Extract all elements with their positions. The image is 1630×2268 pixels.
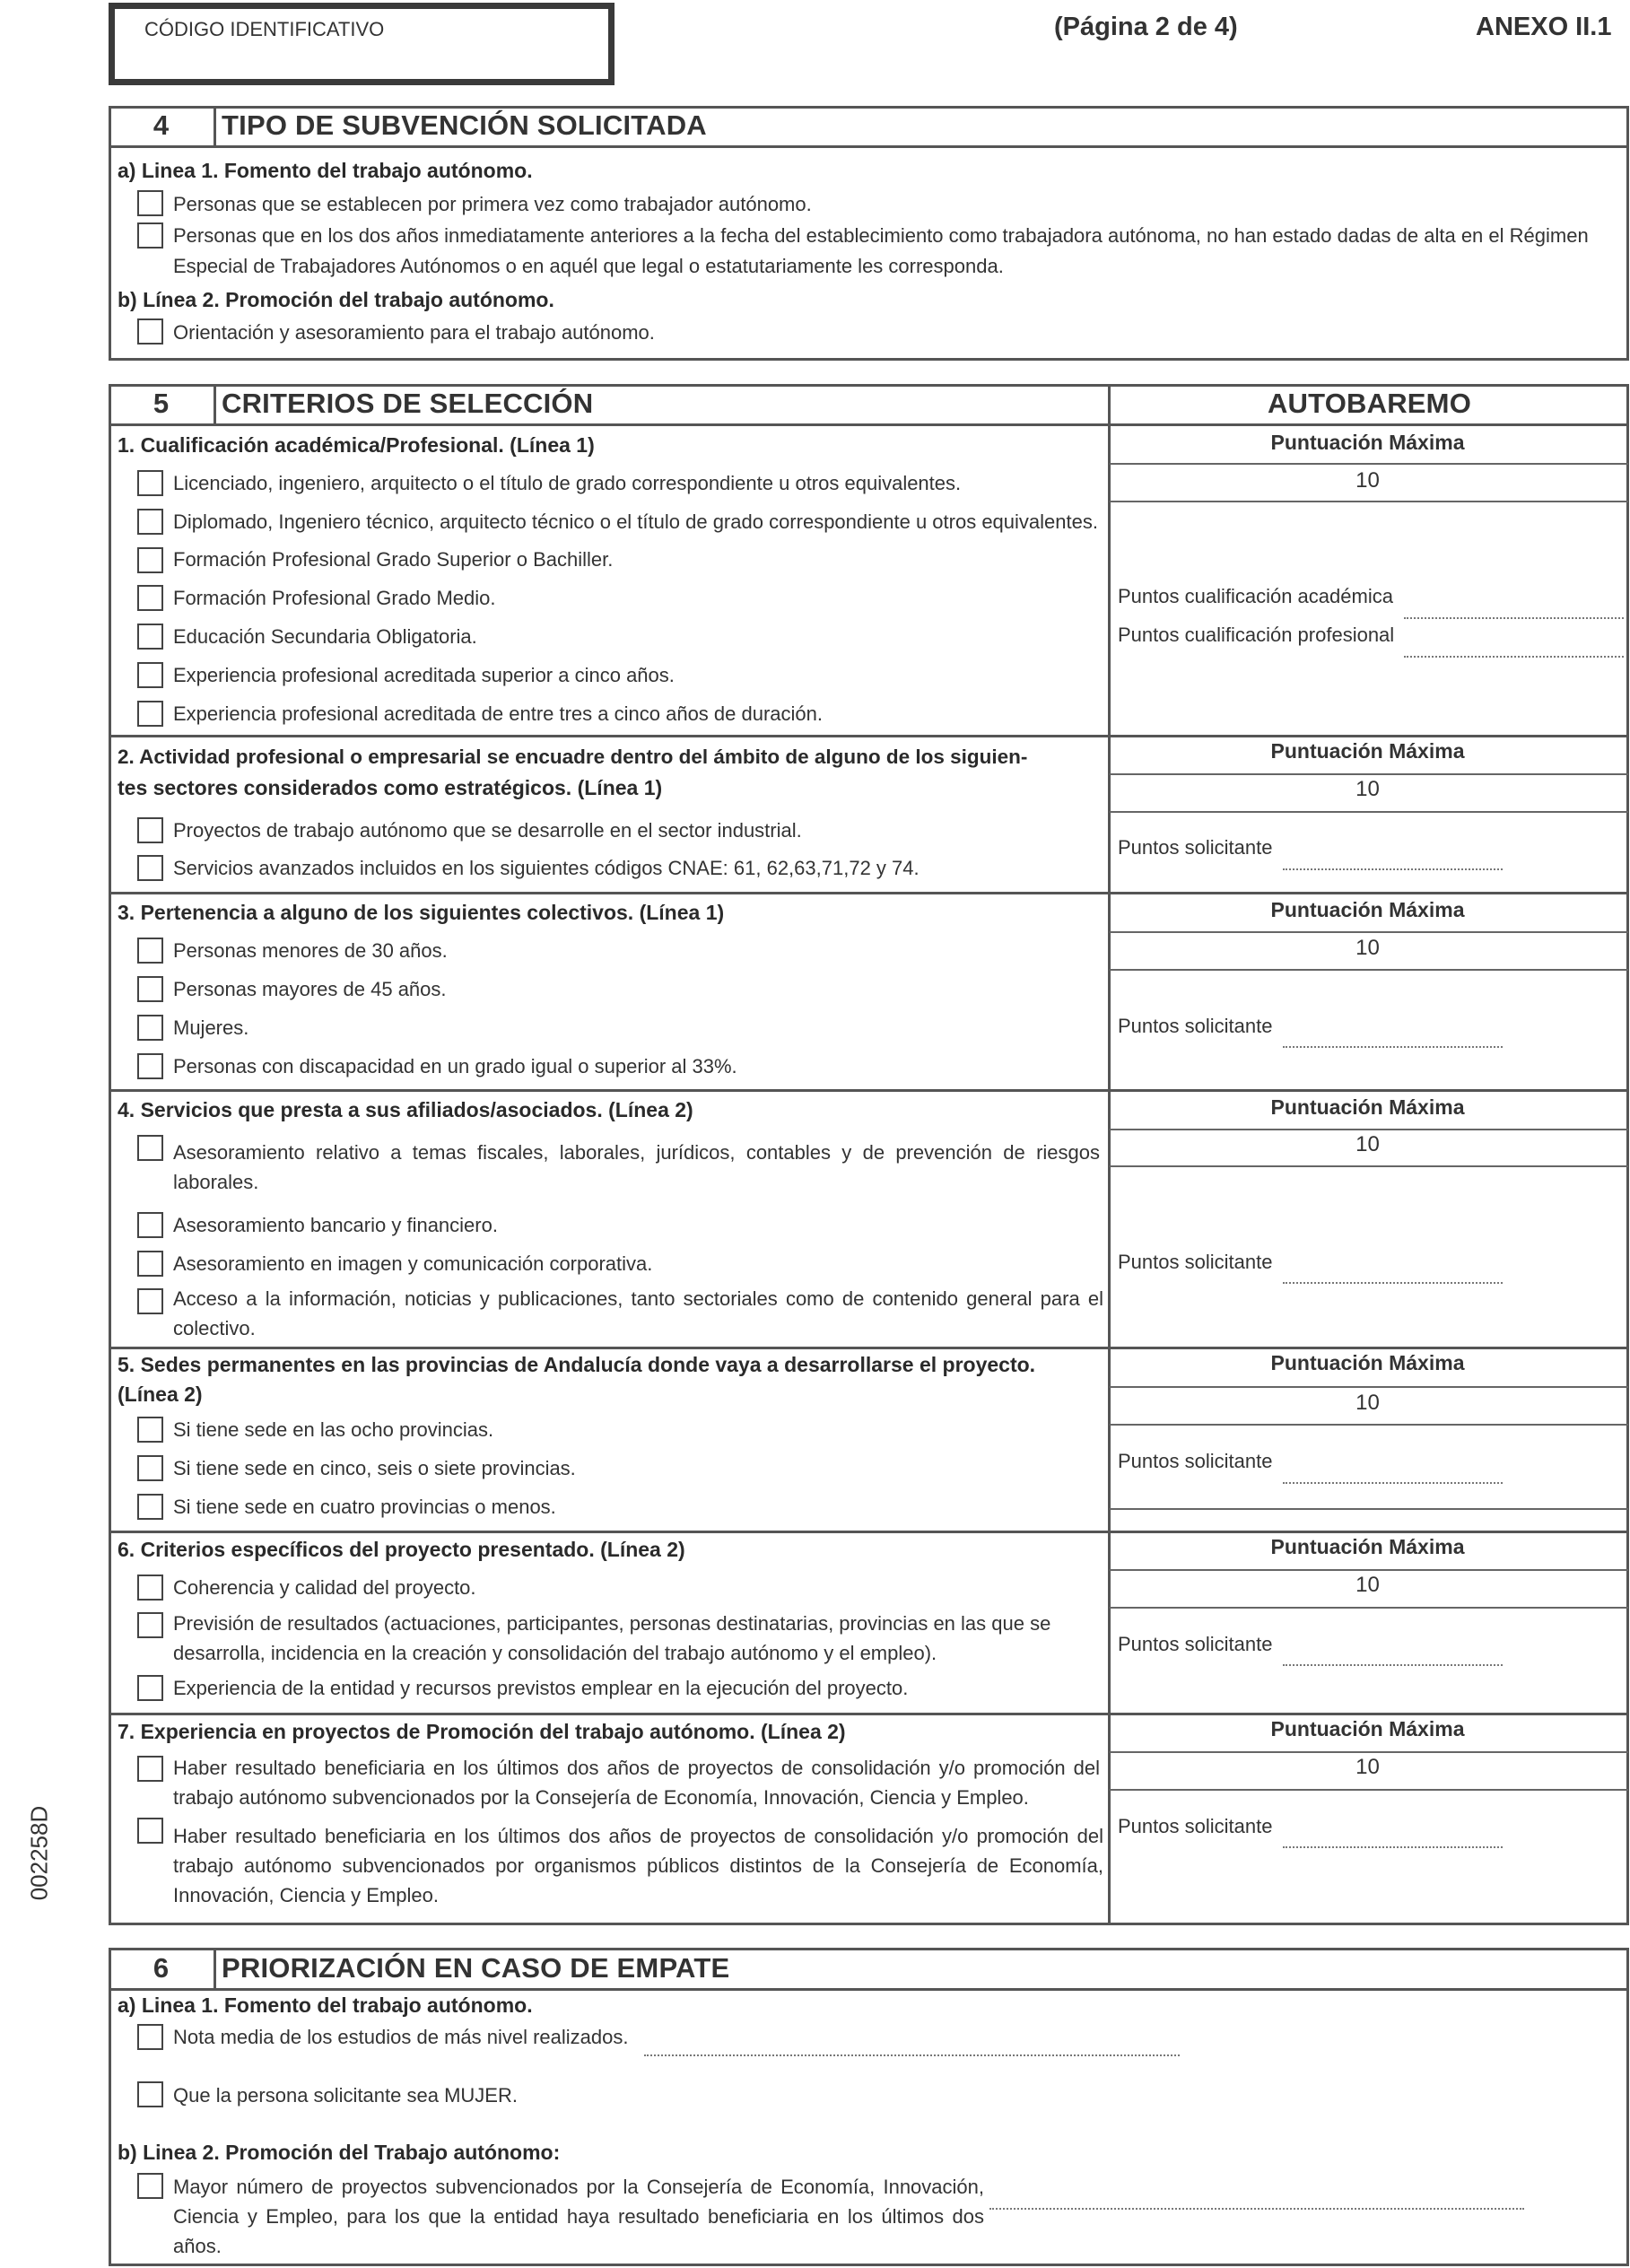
- c7-points-label: Puntos solicitante: [1118, 1815, 1273, 1837]
- c6-i2-label: Previsión de resultados (actuaciones, participantes, personas destinatarias, provincias en las que se desarrolla, incidencia en la creación y consolidación del trabajo autónomo y el empleo).: [173, 1612, 1051, 1664]
- c4-max-value: 10: [1355, 1132, 1380, 1156]
- c5-heading-line2: (Línea 2): [118, 1383, 203, 1406]
- s6-b-heading: b) Linea 2. Promoción del Trabajo autónomo:: [118, 2141, 561, 2164]
- c1-i4-label: Formación Profesional Grado Medio.: [173, 587, 496, 609]
- c6-i1-label: Coherencia y calidad del proyecto.: [173, 1576, 476, 1599]
- c7-i2-label: Haber resultado beneficiaria en los últimos dos años de proyectos de consolidación y/o promoción del trabajo autónomo subvencionados por organismos públicos distintos de la Consejería de Economía, Innovación, Ciencia y Empleo.: [173, 1825, 1103, 1906]
- c5-max-label: Puntuación Máxima: [1270, 1351, 1465, 1374]
- c4-i4-checkbox[interactable]: [137, 1288, 163, 1314]
- c2-points-label: Puntos solicitante: [1118, 836, 1273, 859]
- c5-points-label: Puntos solicitante: [1118, 1450, 1273, 1472]
- c7-i1-label: Haber resultado beneficiaria en los últimos dos años de proyectos de consolidación y/o promoción del trabajo autónomo subvencionados por la Consejería de Economía, Innovación, Ciencia y Empleo.: [173, 1757, 1100, 1809]
- s4-a2-label-line1: Personas que en los dos años inmediatamente anteriores a la fecha del establecimiento como trabajadora autónoma, no han estado dadas de alta en el Régimen: [173, 224, 1589, 247]
- section-4-title: TIPO DE SUBVENCIÓN SOLICITADA: [222, 109, 707, 141]
- c6-points-field[interactable]: [1283, 1664, 1503, 1666]
- c2-points-field[interactable]: [1283, 868, 1503, 870]
- c1-i5-label: Educación Secundaria Obligatoria.: [173, 625, 477, 648]
- c4-i3-label: Asesoramiento en imagen y comunicación corporativa.: [173, 1252, 653, 1275]
- c1-i7-label: Experiencia profesional acreditada de entre tres a cinco años de duración.: [173, 702, 824, 725]
- c3-heading: 3. Pertenencia a alguno de los siguientes colectivos. (Línea 1): [118, 901, 725, 924]
- c1-points-professional-field[interactable]: [1404, 656, 1624, 658]
- section-6-number: 6: [153, 1952, 170, 1984]
- c4-points-label: Puntos solicitante: [1118, 1251, 1273, 1273]
- c5-points-field[interactable]: [1283, 1482, 1503, 1484]
- section-4-number: 4: [153, 109, 170, 141]
- section-5-number: 5: [153, 388, 170, 419]
- c1-i5-checkbox[interactable]: [137, 624, 163, 650]
- c6-i3-label: Experiencia de la entidad y recursos previstos emplear en la ejecución del proyecto.: [173, 1677, 909, 1699]
- section-6-title: PRIORIZACIÓN EN CASO DE EMPATE: [222, 1952, 730, 1984]
- c4-i4-label: Acceso a la información, noticias y publicaciones, tanto sectoriales como de contenido general para el colectivo.: [173, 1287, 1103, 1339]
- c6-points-label: Puntos solicitante: [1118, 1633, 1273, 1655]
- c1-max-label: Puntuación Máxima: [1270, 431, 1465, 454]
- c5-i3-checkbox[interactable]: [137, 1494, 163, 1520]
- c2-heading-line2: tes sectores considerados como estratégicos. (Línea 1): [118, 776, 663, 799]
- c3-i4-checkbox[interactable]: [137, 1053, 163, 1079]
- c1-heading: 1. Cualificación académica/Profesional. (Línea 1): [118, 433, 595, 457]
- c5-i1-label: Si tiene sede en las ocho provincias.: [173, 1418, 494, 1441]
- c4-points-field[interactable]: [1283, 1282, 1503, 1284]
- c1-i2-checkbox[interactable]: [137, 509, 163, 535]
- c4-max-label: Puntuación Máxima: [1270, 1095, 1465, 1119]
- s6-a1-label: Nota media de los estudios de más nivel realizados.: [173, 2026, 629, 2048]
- s4-a1-label: Personas que se establecen por primera vez como trabajador autónomo.: [173, 193, 812, 215]
- c7-i1-checkbox[interactable]: [137, 1756, 163, 1782]
- c7-points-field[interactable]: [1283, 1846, 1503, 1848]
- c4-heading: 4. Servicios que presta a sus afiliados/asociados. (Línea 2): [118, 1098, 693, 1121]
- s6-a2-label: Que la persona solicitante sea MUJER.: [173, 2084, 518, 2107]
- s6-a-heading: a) Linea 1. Fomento del trabajo autónomo.: [118, 1993, 533, 2017]
- c3-i1-checkbox[interactable]: [137, 938, 163, 964]
- c5-i2-checkbox[interactable]: [137, 1455, 163, 1481]
- s4-b1-label: Orientación y asesoramiento para el trabajo autónomo.: [173, 321, 655, 344]
- section-5-title: CRITERIOS DE SELECCIÓN: [222, 388, 594, 419]
- c3-i2-checkbox[interactable]: [137, 976, 163, 1002]
- c4-i2-checkbox[interactable]: [137, 1212, 163, 1238]
- s6-a1-field[interactable]: [644, 2054, 1180, 2056]
- c5-i2-label: Si tiene sede en cinco, seis o siete provincias.: [173, 1457, 576, 1479]
- c7-i2-checkbox[interactable]: [137, 1818, 163, 1844]
- code-label: CÓDIGO IDENTIFICATIVO: [144, 18, 385, 40]
- c1-i3-label: Formación Profesional Grado Superior o Bachiller.: [173, 548, 614, 571]
- c3-i4-label: Personas con discapacidad en un grado igual o superior al 33%.: [173, 1055, 737, 1077]
- c2-i1-checkbox[interactable]: [137, 817, 163, 843]
- c1-i6-checkbox[interactable]: [137, 662, 163, 688]
- side-code: 002258D: [25, 1805, 53, 1901]
- c2-i2-label: Servicios avanzados incluidos en los siguientes códigos CNAE: 61, 62,63,71,72 y 74.: [173, 857, 920, 879]
- c1-points-academic-field[interactable]: [1404, 617, 1624, 619]
- c6-heading: 6. Criterios específicos del proyecto presentado. (Línea 2): [118, 1538, 685, 1561]
- c6-i2-checkbox[interactable]: [137, 1612, 163, 1638]
- c3-max-label: Puntuación Máxima: [1270, 898, 1465, 921]
- s4-b1-checkbox[interactable]: [137, 318, 163, 345]
- c6-i3-checkbox[interactable]: [137, 1675, 163, 1701]
- c3-i3-label: Mujeres.: [173, 1016, 249, 1039]
- c4-i1-checkbox[interactable]: [137, 1135, 163, 1161]
- c1-points-academic-label: Puntos cualificación académica: [1118, 585, 1393, 607]
- c1-i6-label: Experiencia profesional acreditada superior a cinco años.: [173, 664, 675, 686]
- s6-a2-checkbox[interactable]: [137, 2081, 163, 2107]
- c3-max-value: 10: [1355, 936, 1380, 960]
- annex-label: ANEXO II.1: [1476, 13, 1612, 41]
- s4-a2-checkbox[interactable]: [137, 222, 163, 249]
- page-number: (Página 2 de 4): [1054, 13, 1238, 41]
- c5-heading-line1: 5. Sedes permanentes en las provincias de Andalucía donde vaya a desarrollarse el proyecto.: [118, 1353, 1036, 1376]
- code-box[interactable]: [109, 3, 615, 85]
- c3-i3-checkbox[interactable]: [137, 1015, 163, 1041]
- s6-a1-checkbox[interactable]: [137, 2024, 163, 2050]
- s4-b-heading: b) Línea 2. Promoción del trabajo autónomo.: [118, 288, 554, 311]
- s4-a2-label-line2: Especial de Trabajadores Autónomos o en aquél que legal o estatutariamente les corresponda.: [173, 255, 1004, 277]
- c5-max-value: 10: [1355, 1391, 1380, 1415]
- c2-i2-checkbox[interactable]: [137, 855, 163, 881]
- c1-i1-checkbox[interactable]: [137, 470, 163, 496]
- c7-max-label: Puntuación Máxima: [1270, 1717, 1465, 1740]
- autobaremo-title: AUTOBAREMO: [1267, 388, 1472, 419]
- c1-i7-checkbox[interactable]: [137, 701, 163, 727]
- c1-max-value: 10: [1355, 468, 1380, 493]
- c7-heading: 7. Experiencia en proyectos de Promoción del trabajo autónomo. (Línea 2): [118, 1720, 846, 1743]
- c1-i2-label: Diplomado, Ingeniero técnico, arquitecto técnico o el título de grado correspondiente u otros equivalentes.: [173, 510, 1098, 533]
- c6-max-value: 10: [1355, 1573, 1380, 1597]
- s6-b1-checkbox[interactable]: [137, 2173, 163, 2199]
- c5-i1-checkbox[interactable]: [137, 1417, 163, 1443]
- c3-points-label: Puntos solicitante: [1118, 1015, 1273, 1037]
- s4-a-heading: a) Linea 1. Fomento del trabajo autónomo.: [118, 159, 533, 182]
- c2-max-value: 10: [1355, 777, 1380, 801]
- c2-i1-label: Proyectos de trabajo autónomo que se desarrolle en el sector industrial.: [173, 819, 802, 842]
- c7-max-value: 10: [1355, 1755, 1380, 1779]
- c4-i2-label: Asesoramiento bancario y financiero.: [173, 1214, 498, 1236]
- c3-i2-label: Personas mayores de 45 años.: [173, 978, 447, 1000]
- c4-i3-checkbox[interactable]: [137, 1251, 163, 1277]
- c6-i1-checkbox[interactable]: [137, 1575, 163, 1601]
- c2-heading-line1: 2. Actividad profesional o empresarial se encuadre dentro del ámbito de alguno de los siguien-: [118, 746, 1028, 768]
- s6-b1-field[interactable]: [989, 2208, 1524, 2210]
- s6-b1-label: Mayor número de proyectos subvencionados por la Consejería de Economía, Innovación, Ciencia y Empleo, para los que la entidad haya resultado beneficiaria en los últimos dos años.: [173, 2176, 984, 2257]
- c1-points-professional-label: Puntos cualificación profesional: [1118, 624, 1395, 646]
- c6-max-label: Puntuación Máxima: [1270, 1535, 1465, 1558]
- c1-i3-checkbox[interactable]: [137, 547, 163, 573]
- c2-max-label: Puntuación Máxima: [1270, 739, 1465, 763]
- c5-i3-label: Si tiene sede en cuatro provincias o menos.: [173, 1496, 556, 1518]
- c4-i1-label: Asesoramiento relativo a temas fiscales, laborales, jurídicos, contables y de prevención de riesgos laborales.: [173, 1141, 1100, 1193]
- s4-a1-checkbox[interactable]: [137, 190, 163, 216]
- c3-i1-label: Personas menores de 30 años.: [173, 939, 448, 962]
- c3-points-field[interactable]: [1283, 1046, 1503, 1048]
- c1-i1-label: Licenciado, ingeniero, arquitecto o el título de grado correspondiente u otros equivalentes.: [173, 472, 962, 494]
- c1-i4-checkbox[interactable]: [137, 585, 163, 611]
